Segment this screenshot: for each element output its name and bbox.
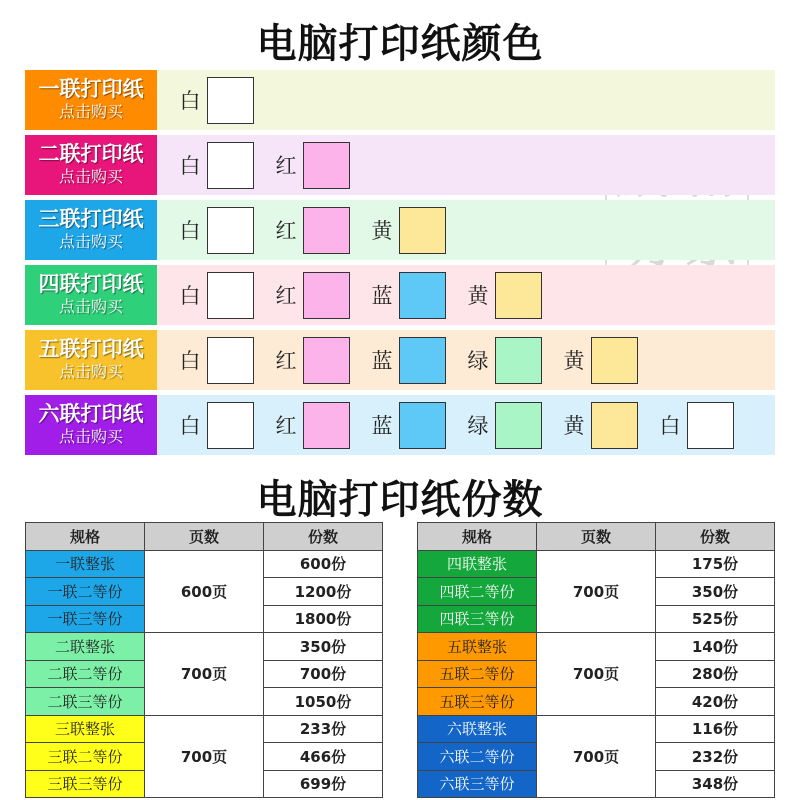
- paper-type-label: 六联打印纸: [38, 402, 144, 426]
- column-header: 页数: [537, 523, 656, 551]
- color-swatch: [207, 402, 254, 449]
- copies-cell: 600份: [264, 550, 383, 578]
- color-item: [461, 337, 542, 384]
- color-name: 白: [659, 414, 681, 438]
- spec-cell: 五联三等份: [418, 688, 537, 716]
- paper-type-label: 三联打印纸: [38, 207, 144, 231]
- table-row: [418, 715, 775, 743]
- spec-cell: 四联三等份: [418, 605, 537, 633]
- color-swatch: [303, 272, 350, 319]
- buy-link[interactable]: [25, 330, 157, 390]
- color-name: 白: [179, 284, 201, 308]
- color-swatch: [207, 207, 254, 254]
- color-swatch: [303, 142, 350, 189]
- color-swatch: [399, 207, 446, 254]
- copies-cell: 1200份: [264, 578, 383, 606]
- color-swatch: [303, 337, 350, 384]
- color-swatch: [207, 142, 254, 189]
- spec-cell: 一联三等份: [26, 605, 145, 633]
- spec-cell: 五联二等份: [418, 660, 537, 688]
- color-swatch: [207, 77, 254, 124]
- spec-cell: 三联三等份: [26, 770, 145, 798]
- copies-cell: 233份: [264, 715, 383, 743]
- color-name: 绿: [467, 349, 489, 373]
- copies-cell: 280份: [656, 660, 775, 688]
- copies-cell: 140份: [656, 633, 775, 661]
- paper-type-label: 五联打印纸: [38, 337, 144, 361]
- color-name: 蓝: [371, 414, 393, 438]
- spec-cell: 二联二等份: [26, 660, 145, 688]
- paper-row: [25, 200, 775, 260]
- copies-table-left: [25, 522, 383, 798]
- copies-cell: 700份: [264, 660, 383, 688]
- paper-type-label: 一联打印纸: [38, 77, 144, 101]
- copies-cell: 466份: [264, 743, 383, 771]
- color-item: [269, 272, 350, 319]
- color-swatch-list: [173, 395, 749, 455]
- color-item: [557, 337, 638, 384]
- paper-color-list: [25, 70, 775, 460]
- color-swatch: [303, 402, 350, 449]
- color-swatch: [399, 272, 446, 319]
- buy-link[interactable]: [25, 265, 157, 325]
- spec-cell: 五联整张: [418, 633, 537, 661]
- color-item: [269, 207, 350, 254]
- color-item: [461, 402, 542, 449]
- column-header: 规格: [418, 523, 537, 551]
- spec-cell: 四联整张: [418, 550, 537, 578]
- color-item: [269, 337, 350, 384]
- buy-link-label: 点击购买: [58, 167, 123, 186]
- color-swatch-list: [173, 70, 269, 130]
- copies-cell: 350份: [264, 633, 383, 661]
- buy-link-label: 点击购买: [58, 362, 123, 381]
- color-swatch: [303, 207, 350, 254]
- paper-row: [25, 70, 775, 130]
- color-name: 白: [179, 414, 201, 438]
- page-title: 电脑打印纸颜色: [256, 21, 544, 67]
- color-name: 红: [275, 349, 297, 373]
- color-swatch: [207, 337, 254, 384]
- column-header: 份数: [656, 523, 775, 551]
- spec-cell: 一联整张: [26, 550, 145, 578]
- spec-cell: 六联三等份: [418, 770, 537, 798]
- paper-row: [25, 135, 775, 195]
- spec-cell: 二联整张: [26, 633, 145, 661]
- table-row: [418, 550, 775, 578]
- pages-cell: 600页: [145, 550, 264, 633]
- color-name: 红: [275, 284, 297, 308]
- paper-row: [25, 265, 775, 325]
- color-item: [365, 402, 446, 449]
- color-name: 黄: [371, 219, 393, 243]
- color-name: 黄: [563, 414, 585, 438]
- spec-cell: 六联二等份: [418, 743, 537, 771]
- color-name: 红: [275, 219, 297, 243]
- color-swatch: [399, 337, 446, 384]
- pages-cell: 700页: [145, 715, 264, 798]
- color-name: 白: [179, 154, 201, 178]
- table-row: [26, 633, 383, 661]
- color-swatch: [591, 337, 638, 384]
- copies-cell: 350份: [656, 578, 775, 606]
- table-row: [418, 633, 775, 661]
- copies-cell: 232份: [656, 743, 775, 771]
- color-item: [557, 402, 638, 449]
- color-swatch: [687, 402, 734, 449]
- color-item: [173, 272, 254, 319]
- table-header-row: [418, 523, 775, 551]
- color-item: [461, 272, 542, 319]
- spec-cell: 三联整张: [26, 715, 145, 743]
- copies-cell: 699份: [264, 770, 383, 798]
- color-name: 红: [275, 154, 297, 178]
- color-swatch: [495, 337, 542, 384]
- color-item: [365, 272, 446, 319]
- buy-link[interactable]: [25, 135, 157, 195]
- color-item: [173, 402, 254, 449]
- copies-cell: 175份: [656, 550, 775, 578]
- color-swatch: [495, 272, 542, 319]
- color-item: [653, 402, 734, 449]
- color-item: [173, 207, 254, 254]
- color-name: 蓝: [371, 284, 393, 308]
- color-item: [365, 337, 446, 384]
- color-name: 白: [179, 219, 201, 243]
- buy-link-label: 点击购买: [58, 427, 123, 446]
- copies-table-right: [417, 522, 775, 798]
- spec-cell: 一联二等份: [26, 578, 145, 606]
- buy-link-label: 点击购买: [58, 102, 123, 121]
- color-name: 红: [275, 414, 297, 438]
- column-header: 页数: [145, 523, 264, 551]
- buy-link-label: 点击购买: [58, 232, 123, 251]
- color-swatch-list: [173, 330, 653, 390]
- spec-cell: 四联二等份: [418, 578, 537, 606]
- copies-cell: 525份: [656, 605, 775, 633]
- paper-row: [25, 395, 775, 455]
- pages-cell: 700页: [537, 550, 656, 633]
- pages-cell: 700页: [537, 715, 656, 798]
- paper-type-label: 二联打印纸: [38, 142, 144, 166]
- table-row: [26, 550, 383, 578]
- buy-link[interactable]: [25, 70, 157, 130]
- color-name: 黄: [467, 284, 489, 308]
- color-item: [173, 142, 254, 189]
- table-row: [26, 715, 383, 743]
- color-swatch: [399, 402, 446, 449]
- color-swatch: [495, 402, 542, 449]
- color-swatch-list: [173, 135, 365, 195]
- copies-cell: 420份: [656, 688, 775, 716]
- color-swatch-list: [173, 200, 461, 260]
- table-header-row: [26, 523, 383, 551]
- spec-cell: 六联整张: [418, 715, 537, 743]
- color-item: [365, 207, 446, 254]
- paper-row: [25, 330, 775, 390]
- column-header: 规格: [26, 523, 145, 551]
- buy-link-label: 点击购买: [58, 297, 123, 316]
- color-swatch: [207, 272, 254, 319]
- color-item: [173, 77, 254, 124]
- color-item: [269, 402, 350, 449]
- copies-cell: 1800份: [264, 605, 383, 633]
- pages-cell: 700页: [537, 633, 656, 716]
- color-swatch: [591, 402, 638, 449]
- paper-type-label: 四联打印纸: [38, 272, 144, 296]
- color-name: 绿: [467, 414, 489, 438]
- spec-cell: 二联三等份: [26, 688, 145, 716]
- section-title: 电脑打印纸份数: [256, 477, 544, 523]
- color-name: 蓝: [371, 349, 393, 373]
- column-header: 份数: [264, 523, 383, 551]
- pages-cell: 700页: [145, 633, 264, 716]
- copies-cell: 348份: [656, 770, 775, 798]
- color-name: 白: [179, 89, 201, 113]
- color-item: [269, 142, 350, 189]
- color-swatch-list: [173, 265, 557, 325]
- spec-cell: 三联二等份: [26, 743, 145, 771]
- copies-cell: 1050份: [264, 688, 383, 716]
- color-item: [173, 337, 254, 384]
- buy-link[interactable]: [25, 395, 157, 455]
- copies-cell: 116份: [656, 715, 775, 743]
- buy-link[interactable]: [25, 200, 157, 260]
- color-name: 黄: [563, 349, 585, 373]
- color-name: 白: [179, 349, 201, 373]
